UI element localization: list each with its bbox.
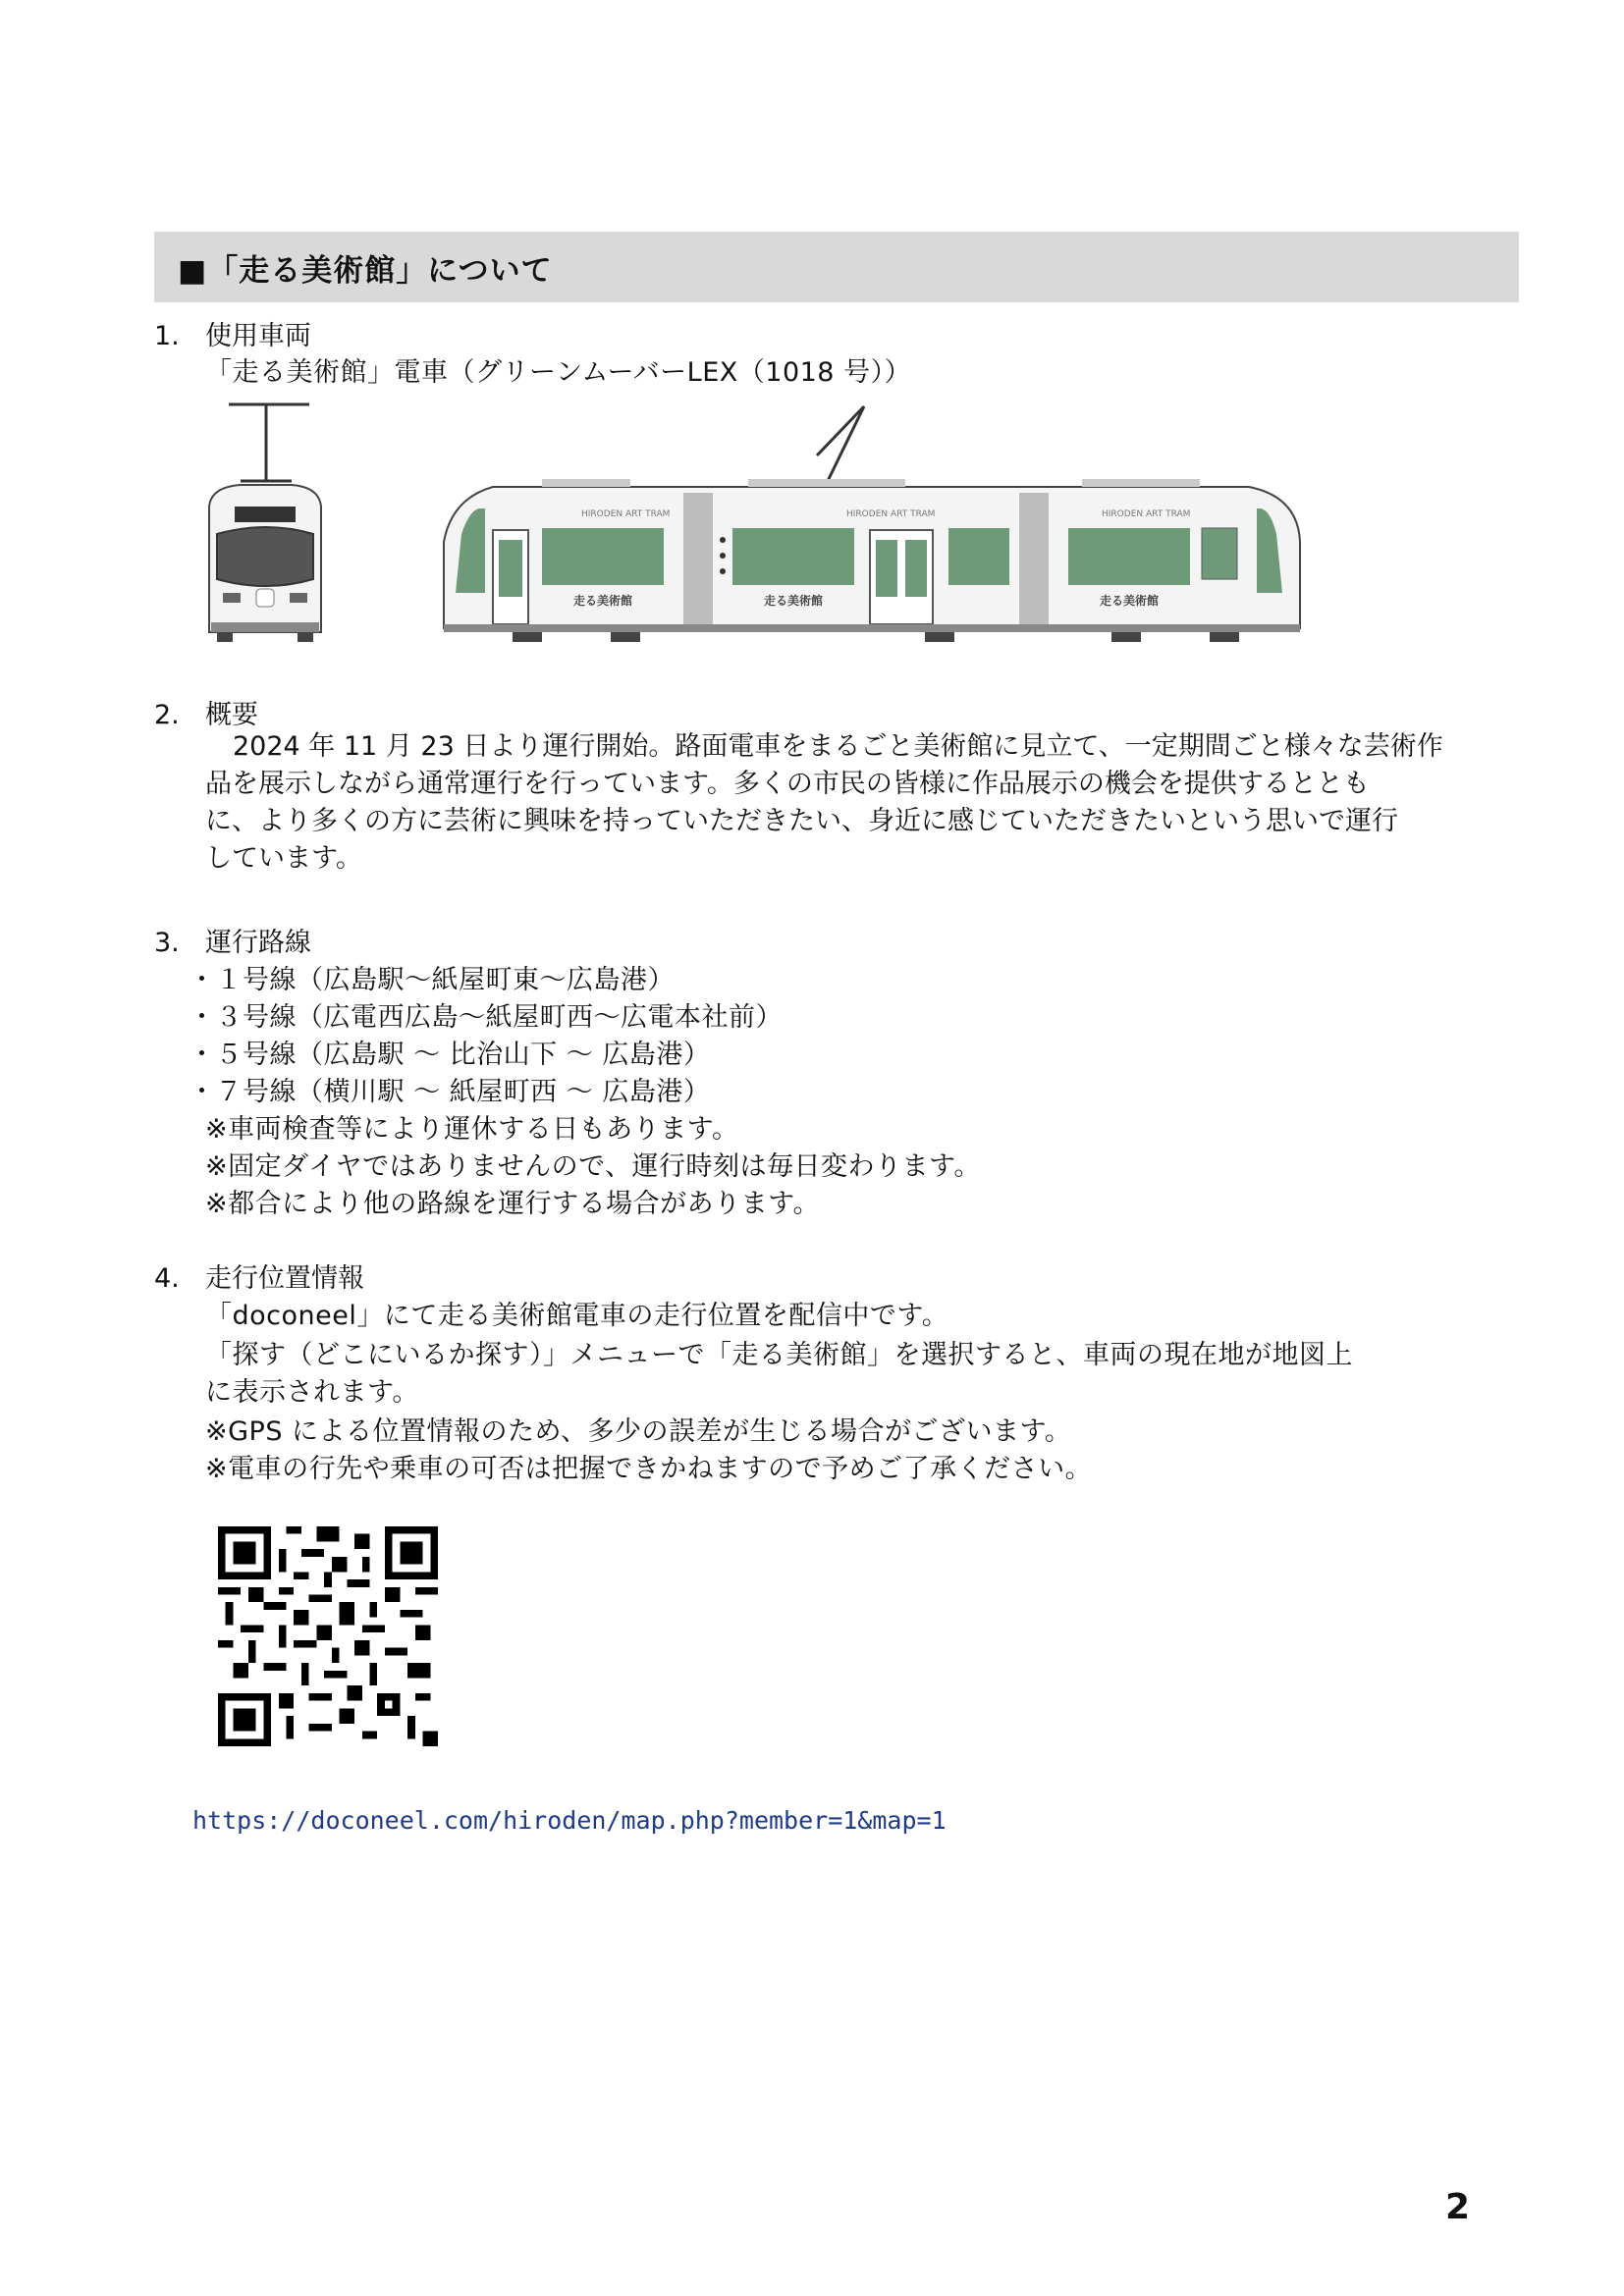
route-note: ※車両検査等により運休する日もあります。	[205, 1114, 739, 1145]
qr-code[interactable]	[218, 1526, 438, 1746]
section-4-title	[154, 1256, 364, 1295]
route-item: ・３号線（広電西広島～紙屋町西～広電本社前）	[189, 1002, 783, 1033]
tram-front-illustration	[201, 397, 329, 646]
location-info-line: に表示されます。	[205, 1377, 419, 1408]
overview-line: しています。	[205, 843, 362, 874]
tram-side-illustration	[434, 397, 1304, 646]
section-3-label: 運行路線	[205, 928, 311, 958]
location-note: ※電車の行先や乗車の可否は把握できかねますので予めご了承ください。	[205, 1454, 1093, 1484]
location-info-line: 「doconeel」にて走る美術館電車の走行位置を配信中です。	[205, 1301, 949, 1331]
route-note: ※都合により他の路線を運行する場合があります。	[205, 1189, 820, 1219]
section-3-title	[154, 921, 311, 959]
route-item: ・１号線（広島駅～紙屋町東～広島港）	[189, 965, 675, 995]
section-1-label: 使用車両	[205, 321, 311, 351]
tram-side-text-2: HIRODEN ART TRAM	[846, 509, 936, 519]
vehicle-name: 「走る美術館」電車（グリーンムーバーLEX（1018 号））	[205, 357, 912, 388]
tram-logo-1: 走る美術館	[573, 594, 633, 608]
section-4-label: 走行位置情報	[205, 1263, 364, 1294]
tram-logo-3: 走る美術館	[1100, 594, 1160, 608]
section-2-number: 2.	[154, 700, 180, 730]
section-heading-bar	[154, 232, 1519, 302]
page-title: ■「走る美術館」について	[178, 252, 553, 289]
overview-line: 2024 年 11 月 23 日より運行開始。路面電車をまるごと美術館に見立て、一定期間ごと様々な芸術作	[233, 731, 1443, 762]
route-item: ・７号線（横川駅 ～ 紙屋町西 ～ 広島港）	[189, 1077, 711, 1107]
doconeel-link[interactable]: https://doconeel.com/hiroden/map.php?member=1&map=1	[192, 1806, 947, 1835]
tram-side-text-3: HIRODEN ART TRAM	[1102, 509, 1191, 519]
route-item: ・５号線（広島駅 ～ 比治山下 ～ 広島港）	[189, 1040, 711, 1070]
route-note: ※固定ダイヤではありませんので、運行時刻は毎日変わります。	[205, 1151, 981, 1182]
location-info-line: 「探す（どこにいるか探す）」メニューで「走る美術館」を選択すると、車両の現在地が地図上	[205, 1340, 1353, 1370]
overview-paragraph	[205, 728, 1521, 878]
section-4-number: 4.	[154, 1263, 180, 1294]
location-note: ※GPS による位置情報のため、多少の誤差が生じる場合がございます。	[205, 1416, 1072, 1447]
section-1-number: 1.	[154, 321, 180, 351]
section-3-number: 3.	[154, 928, 180, 958]
overview-line: 品を展示しながら通常運行を行っています。多くの市民の皆様に作品展示の機会を提供するととも	[205, 769, 1370, 799]
section-2-label: 概要	[205, 700, 258, 730]
section-1-title	[154, 314, 311, 352]
overview-line: に、より多くの方に芸術に興味を持っていただきたい、身近に感じていただきたいという思いで運行	[205, 806, 1398, 836]
section-2-title	[154, 693, 258, 731]
tram-side-text-1: HIRODEN ART TRAM	[581, 509, 671, 519]
tram-logo-2: 走る美術館	[764, 594, 824, 608]
page-number: 2	[1445, 2187, 1471, 2227]
